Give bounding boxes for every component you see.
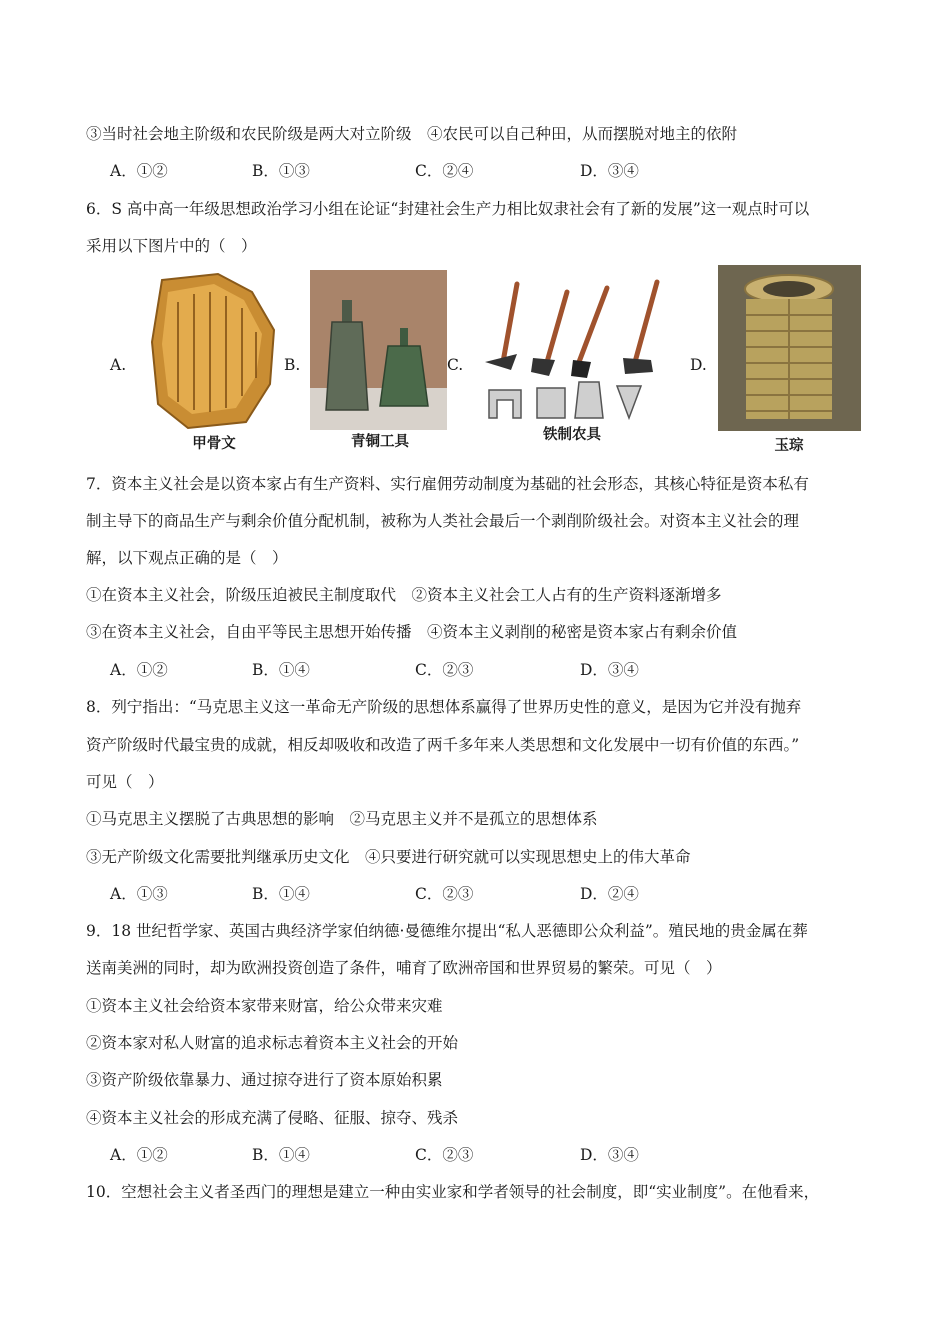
q8-stem-line2: 资产阶级时代最宝贵的成就，相反却吸收和改造了两千多年来人类思想和文化发展中一切有价值的东西。” — [86, 736, 800, 754]
q9-option-c[interactable]: C．②③ — [415, 1146, 474, 1164]
q6-image-row — [0, 264, 950, 454]
q6-letter-d[interactable]: D. — [690, 356, 707, 374]
q8-option-d[interactable]: D．②④ — [580, 885, 639, 903]
q9-option-a[interactable]: A．①② — [110, 1146, 168, 1164]
iron-tools-image — [475, 278, 667, 424]
q7-stem-line1: 7．资本主义社会是以资本家占有生产资料、实行雇佣劳动制度为基础的社会形态，其核心特征是资本私有 — [86, 475, 809, 493]
q7-option-a[interactable]: A．①② — [110, 661, 168, 679]
q6-stem-line1: 6．S 高中高一年级思想政治学习小组在论证“封建社会生产力相比奴隶社会有了新的发展”这一观点时可以 — [86, 200, 810, 218]
q9-options — [110, 1145, 670, 1165]
q7-option-d[interactable]: D．③④ — [580, 661, 639, 679]
q7-option-b[interactable]: B．①④ — [252, 661, 310, 679]
q9-statement-3: ③资产阶级依靠暴力、通过掠夺进行了资本原始积累 — [86, 1071, 443, 1089]
q9-stem-line1: 9．18 世纪哲学家、英国古典经济学家伯纳德·曼德维尔提出“私人恶德即公众利益”。殖民地的贵金属在葬 — [86, 922, 808, 940]
q7-statements-3-4: ③在资本主义社会，自由平等民主思想开始传播 ④资本主义剥削的秘密是资本家占有剩余价值 — [86, 623, 738, 641]
q5-option-d[interactable]: D．③④ — [580, 162, 639, 180]
q8-stem-line1: 8．列宁指出：“马克思主义这一革命无产阶级的思想体系赢得了世界历史性的意义，是因为它并没有抛弃 — [86, 698, 802, 716]
q9-statement-1: ①资本主义社会给资本家带来财富，给公众带来灾难 — [86, 997, 443, 1015]
q8-options — [110, 884, 670, 904]
q9-statement-4: ④资本主义社会的形成充满了侵略、征服、掠夺、残杀 — [86, 1109, 459, 1127]
q9-option-d[interactable]: D．③④ — [580, 1146, 639, 1164]
q7-stem-line2: 制主导下的商品生产与剩余价值分配机制，被称为人类社会最后一个剥削阶级社会。对资本主义社会的理 — [86, 512, 800, 530]
q9-statement-2: ②资本家对私人财富的追求标志着资本主义社会的开始 — [86, 1034, 459, 1052]
q9-stem-line2: 送南美洲的同时，却为欧洲投资创造了条件，哺育了欧洲帝国和世界贸易的繁荣。可见（ ） — [86, 959, 722, 977]
bronze-tools-image — [310, 270, 447, 430]
q8-statements-1-2: ①马克思主义摆脱了古典思想的影响 ②马克思主义并不是孤立的思想体系 — [86, 810, 598, 828]
q7-options — [110, 660, 670, 680]
q6-stem-line2: 采用以下图片中的（ ） — [86, 237, 257, 255]
q8-option-a[interactable]: A．①③ — [110, 885, 168, 903]
q7-option-c[interactable]: C．②③ — [415, 661, 474, 679]
q6-letter-c[interactable]: C. — [447, 356, 464, 374]
oracle-bone-image — [148, 272, 280, 430]
q5-option-a[interactable]: A．①② — [110, 162, 168, 180]
q8-statements-3-4: ③无产阶级文化需要批判继承历史文化 ④只要进行研究就可以实现思想史上的伟大革命 — [86, 848, 691, 866]
q8-option-b[interactable]: B．①④ — [252, 885, 310, 903]
q7-statements-1-2: ①在资本主义社会，阶级压迫被民主制度取代 ②资本主义社会工人占有的生产资料逐渐增多 — [86, 586, 722, 604]
q6-caption-c: 铁制农具 — [543, 426, 601, 443]
q5-options — [110, 161, 670, 181]
q6-caption-a: 甲骨文 — [192, 435, 236, 452]
q6-letter-b[interactable]: B. — [284, 356, 301, 374]
q6-letter-a[interactable]: A. — [110, 356, 127, 374]
q6-caption-b: 青铜工具 — [351, 433, 409, 450]
q7-stem-line3: 解，以下观点正确的是（ ） — [86, 549, 288, 567]
q8-stem-line3: 可见（ ） — [86, 773, 164, 791]
q9-option-b[interactable]: B．①④ — [252, 1146, 310, 1164]
q5-option-b[interactable]: B．①③ — [252, 162, 310, 180]
q6-caption-d: 玉琮 — [774, 437, 804, 454]
q8-option-c[interactable]: C．②③ — [415, 885, 474, 903]
q5-option-c[interactable]: C．②④ — [415, 162, 474, 180]
q5-statements-3-4: ③当时社会地主阶级和农民阶级是两大对立阶级 ④农民可以自己种田，从而摆脱对地主的依附 — [86, 125, 738, 143]
q10-stem-line1: 10．空想社会主义者圣西门的理想是建立一种由实业家和学者领导的社会制度，即“实业制度”。在他看来， — [86, 1183, 820, 1201]
jade-cong-image — [718, 265, 861, 431]
